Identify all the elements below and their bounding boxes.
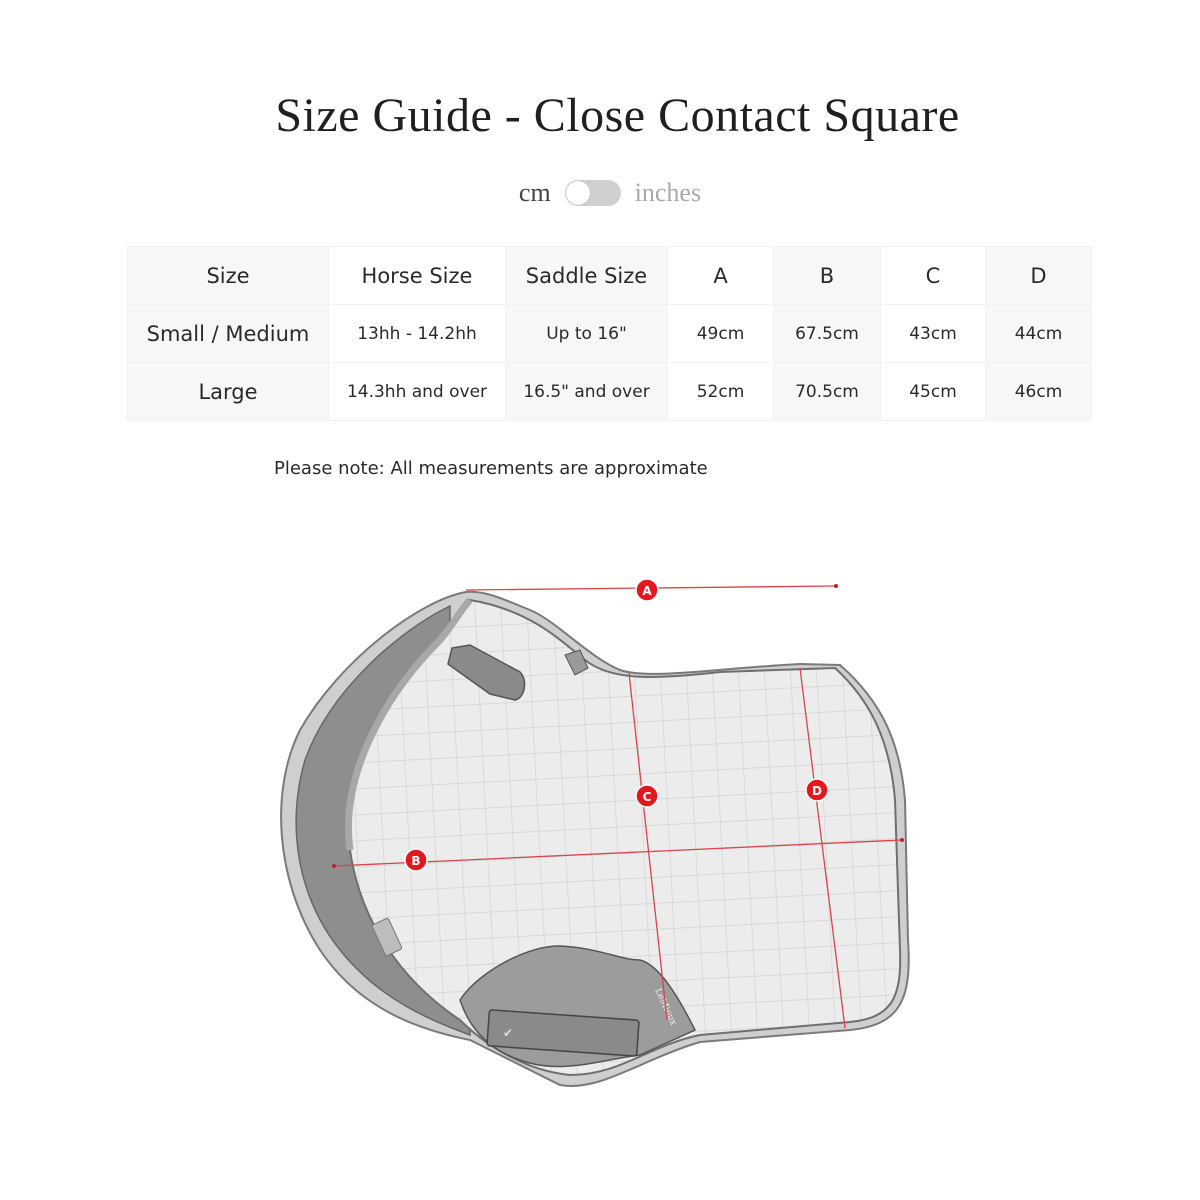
cell-horse-size: 14.3hh and over [329, 363, 506, 421]
cell-d: 44cm [986, 305, 1092, 363]
header-b: B [774, 247, 881, 305]
cell-saddle-size: 16.5" and over [506, 363, 668, 421]
header-horse-size: Horse Size [329, 247, 506, 305]
unit-toggle [0, 178, 1200, 208]
cell-c: 43cm [881, 305, 986, 363]
marker-c-icon [636, 785, 658, 807]
svg-text:A: A [642, 584, 652, 598]
brand-text: LeMieux [652, 987, 679, 1028]
svg-text:D: D [812, 784, 822, 798]
cell-d: 46cm [986, 363, 1092, 421]
header-saddle-size: Saddle Size [506, 247, 668, 305]
svg-text:✔: ✔ [503, 1026, 514, 1040]
marker-b-icon [405, 849, 427, 871]
marker-d-icon [806, 779, 828, 801]
header-size: Size [128, 247, 329, 305]
cell-horse-size: 13hh - 14.2hh [329, 305, 506, 363]
cell-c: 45cm [881, 363, 986, 421]
unit-inches-label[interactable]: inches [634, 178, 702, 207]
cell-a: 49cm [668, 305, 774, 363]
table-header-row [128, 247, 1092, 305]
size-table [127, 246, 1092, 421]
unit-switch[interactable] [565, 180, 621, 206]
header-a: A [668, 247, 774, 305]
header-d: D [986, 247, 1092, 305]
cell-b: 70.5cm [774, 363, 881, 421]
saddle-pad-diagram [260, 560, 940, 1100]
switch-knob [566, 181, 590, 205]
svg-text:B: B [411, 854, 421, 868]
cell-saddle-size: Up to 16" [506, 305, 668, 363]
cell-a: 52cm [668, 363, 774, 421]
header-c: C [881, 247, 986, 305]
approximate-note: Please note: All measurements are approximate [274, 458, 708, 479]
table-row [128, 305, 1092, 363]
cell-b: 67.5cm [774, 305, 881, 363]
cell-size: Large [128, 363, 329, 421]
svg-text:C: C [642, 790, 652, 804]
unit-cm-label[interactable]: cm [518, 178, 551, 207]
table-row [128, 363, 1092, 421]
page-title: Size Guide - Close Contact Square [275, 89, 960, 142]
cell-size: Small / Medium [128, 305, 329, 363]
marker-a-icon [636, 579, 658, 601]
